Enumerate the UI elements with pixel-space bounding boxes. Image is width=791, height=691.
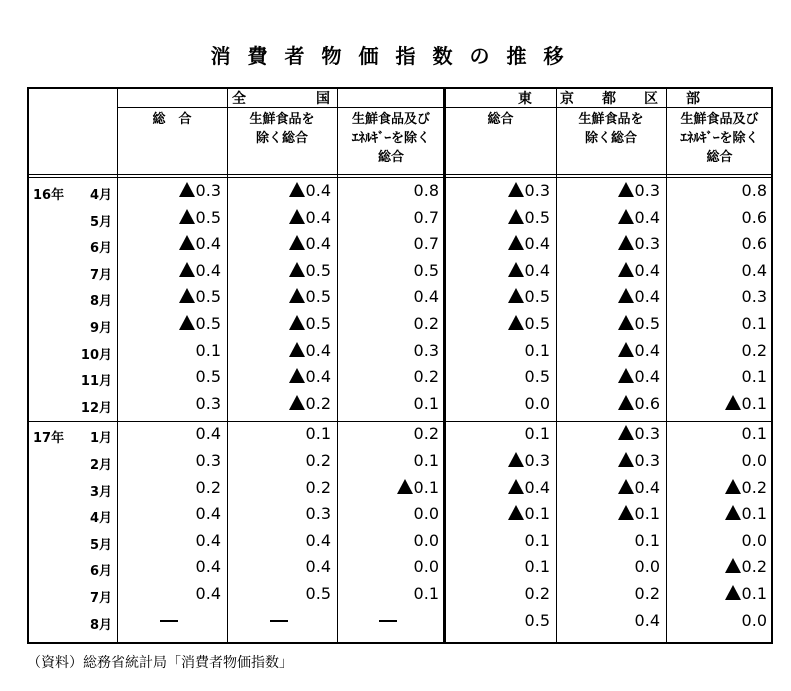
table-cell: 0.5	[556, 314, 660, 336]
negative-triangle-icon	[179, 235, 195, 250]
negative-triangle-icon	[618, 479, 634, 494]
row-month: 11月	[80, 374, 112, 390]
negative-triangle-icon	[179, 315, 195, 330]
table-cell: 0.5	[524, 610, 550, 630]
table-cell: 0.3	[413, 340, 439, 360]
table-cell	[337, 611, 439, 633]
table-cell: 0.4	[227, 181, 331, 203]
table-cell: 0.1	[666, 504, 767, 526]
table-cell: 0.4	[556, 478, 660, 500]
table-cell: 0.3	[445, 181, 550, 203]
row-month: 9月	[89, 321, 112, 336]
table-cell: 0.5	[305, 584, 331, 603]
negative-triangle-icon	[289, 209, 305, 224]
row-month: 6月	[89, 241, 112, 257]
table-cell: 0.2	[666, 478, 767, 500]
table-cell: 0.0	[413, 557, 439, 577]
row-month: 10月	[80, 347, 112, 363]
table-cell: 0.2	[413, 367, 439, 387]
table-cell: 0.8	[413, 181, 439, 200]
dash-mark	[270, 620, 288, 622]
table-cell: 0.1	[337, 478, 439, 500]
table-cell: 0.1	[666, 394, 767, 416]
table-cell: 0.3	[445, 451, 550, 473]
negative-triangle-icon	[618, 425, 634, 440]
negative-triangle-icon	[397, 479, 413, 494]
table-cell: 0.4	[445, 234, 550, 256]
table-cell: 0.5	[445, 287, 550, 309]
negative-triangle-icon	[725, 395, 741, 410]
table-cell: 0.5	[117, 287, 221, 309]
table-cell: 0.1	[413, 451, 439, 470]
table-cell: 0.4	[556, 341, 660, 363]
table-cell: 0.4	[227, 367, 331, 389]
table-cell: 0.4	[117, 234, 221, 256]
negative-triangle-icon	[179, 182, 195, 197]
table-cell: 0.1	[524, 557, 550, 577]
table-cell: 0.1	[556, 504, 660, 526]
row-month: 4月	[89, 188, 112, 203]
negative-triangle-icon	[508, 479, 524, 494]
table-cell: 0.5	[117, 314, 221, 336]
table-cell: 0.3	[741, 287, 767, 307]
table-cell: 0.0	[413, 530, 439, 550]
negative-triangle-icon	[508, 505, 524, 520]
table-cell: 0.5	[445, 208, 550, 230]
table-cell: 0.2	[413, 424, 439, 444]
negative-triangle-icon	[725, 479, 741, 494]
negative-triangle-icon	[618, 235, 634, 250]
negative-triangle-icon	[289, 182, 305, 197]
table-cell: 0.4	[413, 287, 439, 307]
table-cell: 0.4	[195, 584, 221, 603]
negative-triangle-icon	[618, 315, 634, 330]
dash-mark	[379, 620, 397, 622]
negative-triangle-icon	[618, 452, 634, 467]
table-cell: 0.3	[556, 451, 660, 473]
year-divider-line	[27, 421, 773, 422]
row-month: 7月	[89, 591, 112, 606]
table-cell: 0.5	[524, 367, 550, 387]
table-cell: 0.7	[413, 207, 439, 227]
negative-triangle-icon	[289, 395, 305, 410]
row-month: 4月	[89, 511, 112, 527]
table-cell: 0.4	[305, 557, 331, 577]
table-cell: 0.4	[556, 367, 660, 389]
table-cell: 0.5	[195, 367, 221, 387]
table-cell: 0.5	[117, 208, 221, 230]
row-month: 2月	[89, 458, 112, 473]
negative-triangle-icon	[618, 395, 634, 410]
dash-mark	[160, 620, 178, 622]
table-cell	[117, 611, 221, 633]
table-cell: 0.4	[227, 341, 331, 363]
table-cell: 0.0	[741, 610, 767, 630]
row-month: 5月	[89, 214, 112, 230]
table-cell: 0.1	[741, 367, 767, 387]
table-cell: 0.8	[741, 181, 767, 200]
column-header: 総合	[487, 112, 514, 127]
header-sub-divider	[117, 107, 773, 108]
table-cell: 0.3	[117, 181, 221, 203]
table-cell: 0.1	[666, 584, 767, 606]
table-cell: 0.6	[741, 207, 767, 227]
group-header: 全 国	[232, 91, 330, 107]
row-year: 16年	[33, 188, 65, 203]
row-month: 1月	[89, 431, 112, 447]
negative-triangle-icon	[508, 209, 524, 224]
table-cell: 0.3	[556, 181, 660, 203]
row-month: 3月	[89, 484, 112, 500]
header-bottom-line-1	[27, 174, 773, 175]
source-note: （資料）総務省統計局「消費者物価指数」	[27, 655, 293, 671]
table-cell: 0.4	[227, 208, 331, 230]
table-cell: 0.4	[556, 208, 660, 230]
column-header: 総 合	[152, 112, 192, 127]
negative-triangle-icon	[508, 288, 524, 303]
table-cell: 0.1	[741, 424, 767, 444]
column-header: 生鮮食品及び ｴﾈﾙｷﾞｰを除く 総合	[680, 112, 759, 165]
table-cell: 0.4	[195, 530, 221, 550]
table-cell: 0.1	[413, 393, 439, 413]
negative-triangle-icon	[289, 288, 305, 303]
table-cell: 0.6	[741, 234, 767, 254]
table-cell: 0.4	[195, 424, 221, 444]
negative-triangle-icon	[289, 235, 305, 250]
row-month: 8月	[89, 617, 112, 633]
column-header: 生鮮食品を 除く総合	[249, 112, 315, 146]
row-month: 12月	[80, 400, 112, 416]
table-cell: 0.1	[305, 424, 331, 444]
negative-triangle-icon	[508, 452, 524, 467]
negative-triangle-icon	[725, 585, 741, 600]
table-cell: 0.5	[445, 314, 550, 336]
table-cell: 0.2	[195, 477, 221, 497]
table-cell: 0.3	[556, 234, 660, 256]
table-cell: 0.4	[556, 261, 660, 283]
table-cell: 0.4	[634, 610, 660, 630]
negative-triangle-icon	[618, 209, 634, 224]
table-cell: 0.7	[413, 234, 439, 254]
table-cell: 0.4	[195, 504, 221, 524]
column-header: 生鮮食品及び ｴﾈﾙｷﾞｰを除く 総合	[351, 112, 430, 165]
table-cell: 0.5	[227, 287, 331, 309]
row-month: 6月	[89, 564, 112, 580]
table-cell: 0.1	[634, 530, 660, 550]
negative-triangle-icon	[725, 558, 741, 573]
negative-triangle-icon	[618, 368, 634, 383]
table-cell: 0.0	[741, 451, 767, 470]
table-cell: 0.2	[741, 340, 767, 360]
table-cell	[227, 611, 331, 633]
negative-triangle-icon	[618, 262, 634, 277]
negative-triangle-icon	[725, 505, 741, 520]
table-cell: 0.4	[445, 478, 550, 500]
table-cell: 0.2	[524, 584, 550, 603]
row-month: 5月	[89, 537, 112, 553]
table-cell: 0.0	[741, 530, 767, 550]
table-cell: 0.3	[195, 393, 221, 413]
negative-triangle-icon	[618, 288, 634, 303]
negative-triangle-icon	[289, 342, 305, 357]
table-cell: 0.1	[524, 530, 550, 550]
row-month: 7月	[89, 267, 112, 283]
column-header: 生鮮食品を 除く総合	[578, 112, 644, 146]
table-cell: 0.1	[524, 340, 550, 360]
table-cell: 0.4	[117, 261, 221, 283]
table-cell: 0.4	[227, 234, 331, 256]
table-cell: 0.4	[305, 530, 331, 550]
table-cell: 0.3	[195, 451, 221, 470]
table-cell: 0.3	[556, 424, 660, 446]
negative-triangle-icon	[508, 315, 524, 330]
group-header: 東 京 都 区 部	[518, 91, 700, 107]
negative-triangle-icon	[618, 182, 634, 197]
negative-triangle-icon	[179, 262, 195, 277]
table-cell: 0.5	[413, 260, 439, 280]
table-cell: 0.5	[227, 314, 331, 336]
negative-triangle-icon	[508, 235, 524, 250]
table-cell: 0.1	[741, 314, 767, 333]
negative-triangle-icon	[508, 182, 524, 197]
table-cell: 0.4	[556, 287, 660, 309]
table-cell: 0.2	[305, 477, 331, 497]
negative-triangle-icon	[289, 368, 305, 383]
negative-triangle-icon	[618, 505, 634, 520]
table-cell: 0.1	[195, 340, 221, 360]
table-cell: 0.0	[634, 557, 660, 577]
table-cell: 0.4	[445, 261, 550, 283]
table-cell: 0.0	[524, 393, 550, 413]
negative-triangle-icon	[618, 342, 634, 357]
table-cell: 0.2	[666, 557, 767, 579]
table-cell: 0.4	[741, 260, 767, 280]
table-left-border	[27, 87, 29, 644]
table-cell: 0.2	[634, 584, 660, 603]
table-cell: 0.0	[413, 504, 439, 524]
negative-triangle-icon	[289, 315, 305, 330]
header-bottom-line-2	[27, 177, 773, 178]
table-cell: 0.1	[413, 584, 439, 603]
table-cell: 0.6	[556, 394, 660, 416]
table-bottom-border	[27, 642, 773, 644]
table-cell: 0.1	[524, 424, 550, 444]
table-cell: 0.5	[227, 261, 331, 283]
table-cell: 0.2	[305, 451, 331, 470]
negative-triangle-icon	[179, 288, 195, 303]
row-year: 17年	[33, 431, 65, 447]
table-cell: 0.2	[413, 314, 439, 333]
table-cell: 0.4	[195, 557, 221, 577]
negative-triangle-icon	[508, 262, 524, 277]
negative-triangle-icon	[289, 262, 305, 277]
row-month: 8月	[89, 294, 112, 310]
negative-triangle-icon	[179, 209, 195, 224]
page-title: 消費者物価指数の推移	[210, 44, 581, 68]
table-cell: 0.3	[305, 504, 331, 524]
table-cell: 0.1	[445, 504, 550, 526]
table-cell: 0.2	[227, 394, 331, 416]
